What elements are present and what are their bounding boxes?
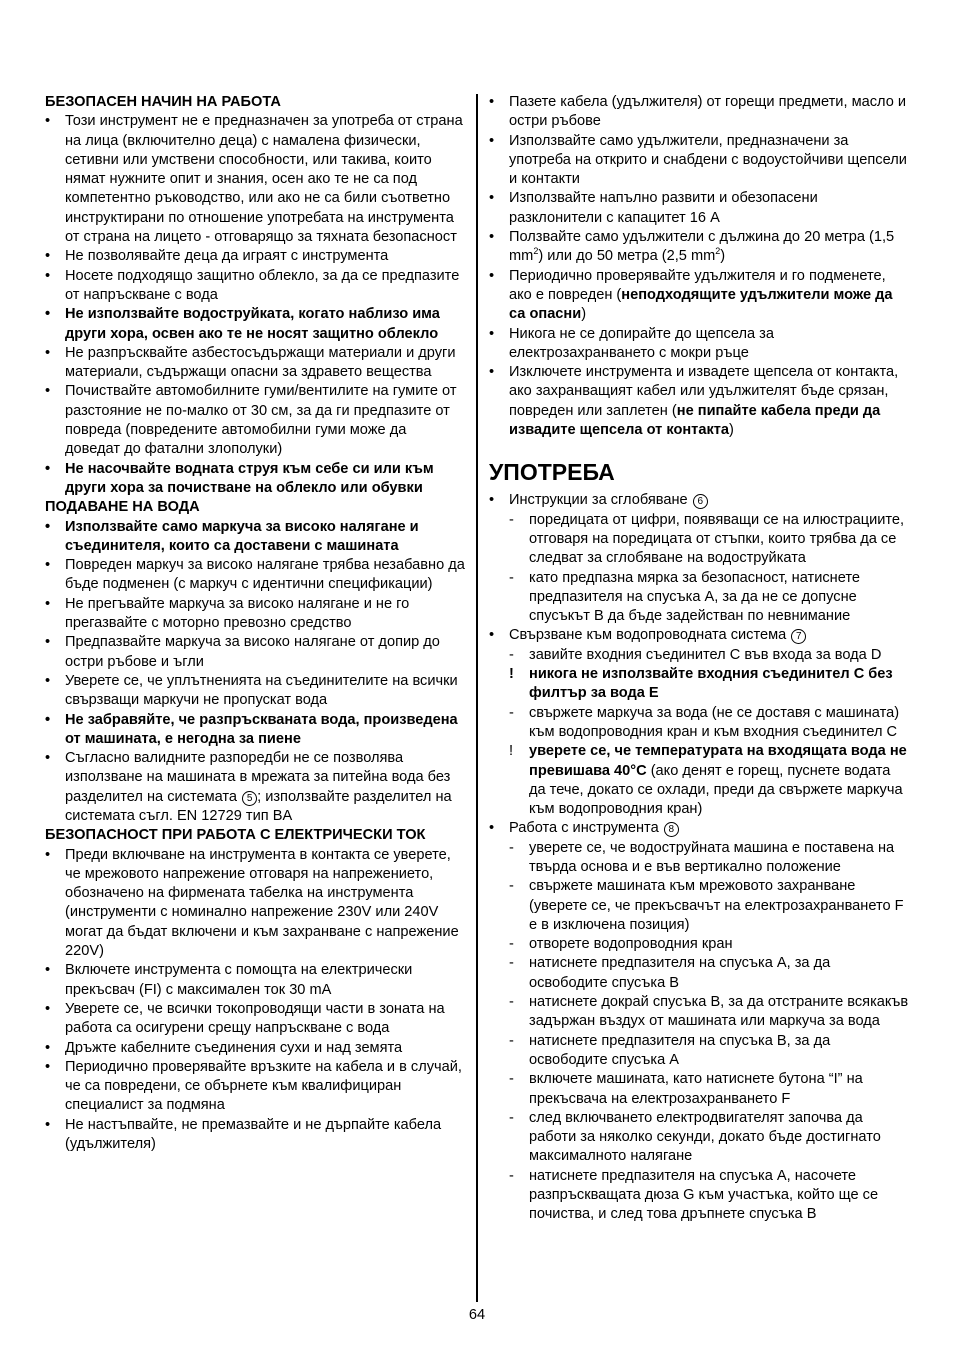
bullet: • bbox=[45, 383, 51, 400]
bullet: • bbox=[489, 820, 495, 837]
list-item-assembly: • Инструкции за сглобяване 6 bbox=[489, 491, 909, 510]
bullet: • bbox=[45, 248, 51, 265]
list-item: • Пазете кабела (удължителя) от горещи предмети, масло и остри ръбове bbox=[489, 94, 907, 130]
bullet: • bbox=[489, 94, 495, 110]
section-heading-water-supply: ПОДАВАНЕ НА ВОДА bbox=[45, 499, 200, 516]
bullet: • bbox=[45, 1000, 51, 1017]
sub-item: - след включването електродвигателят започва да работи за няколко секунди, докато бъде достигнато максималното налягане bbox=[509, 1109, 881, 1165]
sub-item: - включете машината, като натиснете бутона “I” на прекъсвача на електрозахранването F bbox=[509, 1071, 863, 1107]
list-item: • Периодично проверявайте връзките на кабела и в случай, че са повредени, се обърнете към квалифициран специалист за подмяна bbox=[45, 1058, 462, 1114]
bullet: • bbox=[489, 229, 495, 246]
page-number: 64 bbox=[468, 1307, 486, 1323]
list-item: • Дръжте кабелните съединения сухи и над земята bbox=[45, 1039, 465, 1058]
sub-item: - отворете водопроводния кран bbox=[509, 936, 733, 953]
list-item-warning: • Не забравяйте, че разпръскваната вода, произведена от машината, е негодна за пиене bbox=[45, 711, 458, 747]
bullet: • bbox=[45, 460, 51, 477]
bullet: • bbox=[45, 962, 51, 979]
sub-item-warning: ! уверете се, че температурата на входящата вода не превишава 40°C (ако денят е горещ, пуснете водата да тече, докато се охлади, преди да свържете маркуча към водопроводния кран) bbox=[509, 743, 907, 818]
list-item: • Не разпръсквайте азбестосъдържащи материали и други материали, съдържащи опасни за здравето вещества bbox=[45, 344, 456, 381]
bullet: • bbox=[45, 1058, 51, 1075]
bullet: • bbox=[489, 492, 495, 509]
sub-item: - натиснете докрай спусъка В, за да отстраните всякакъв задържан въздух от машината или маркуча за вода bbox=[509, 994, 909, 1030]
list-item: • Периодично проверявайте удължителя и го подменете, ако е повреден (неподходящите удължители може да са опасни) bbox=[489, 267, 893, 323]
sub-item: - уверете се, че водоструйната машина е поставена на твърда основа и е във вертикално положение bbox=[509, 839, 895, 875]
list-item: • Изключете инструмента и извадете щепсела от контакта, ако захранващият кабел или удължителят бъде срязан, повреден или заплетен (не пипайте кабела преди да извадите щепсела от контакта) bbox=[489, 364, 899, 439]
sub-item: - завийте входния съединител С във входа за вода D bbox=[509, 646, 882, 663]
figure-reference-5: 5 bbox=[242, 791, 257, 806]
bullet: • bbox=[45, 1116, 51, 1133]
list-item: • Предпазвайте маркуча за високо налягане от допир до остри ръбове и ъгли bbox=[45, 634, 440, 670]
sub-item: - натиснете предпазителя на спусъка А, насочете разпръскващата дюза G към участъка, който ще се почиства, и след това дръпнете спусъка В bbox=[509, 1167, 879, 1223]
bullet: • bbox=[45, 634, 51, 651]
bullet: • bbox=[489, 267, 495, 284]
bullet: • bbox=[45, 711, 51, 728]
list-item-warning: • Не насочвайте водната струя към себе си или към други хора за почистване на облекло или обувки bbox=[45, 460, 434, 496]
sub-item: - натиснете предпазителя на спусъка А, за да освободите спусъка В bbox=[509, 955, 831, 991]
list-item: • Уверете се, че всички токопроводящи части в зоната на работа са осигурени срещу напръскване с вода bbox=[45, 1000, 445, 1037]
sub-item: - натиснете предпазителя на спусъка В, за да освободите спусъка А bbox=[509, 1032, 831, 1068]
list-item: • Не настъпвайте, не премазвайте и не дърпайте кабела (удължителя) bbox=[45, 1116, 442, 1153]
bullet: • bbox=[45, 344, 51, 361]
section-heading-safe-operation: БЕЗОПАСЕН НАЧИН НА РАБОТА bbox=[45, 94, 281, 110]
figure-reference-8: 8 bbox=[664, 822, 679, 837]
superscript: 2 bbox=[533, 246, 539, 257]
warning-mark: ! bbox=[509, 666, 514, 683]
sub-item: - като предпазна мярка за безопасност, натиснете предпазителя на спусъка А, за да не се допусне спусъкът В да бъде задействан по невнимание bbox=[509, 569, 861, 625]
bullet: • bbox=[45, 518, 51, 535]
list-item: • Носете подходящо защитно облекло, за да се предпазите от напръскване с вода bbox=[45, 267, 460, 303]
list-item-warning: • Използвайте само маркуча за високо налягане и съединителя, които са доставени с машината bbox=[45, 518, 419, 554]
bullet: • bbox=[45, 113, 51, 130]
list-item: • Не прегъвайте маркуча за високо налягане и не го прегазвайте с моторно превозно средство bbox=[45, 595, 410, 632]
list-item: • Повреден маркуч за високо налягане трябва незабавно да бъде подменен (с маркуч с идентични спецификации) bbox=[45, 557, 465, 593]
list-item: • Включете инструмента с помощта на електрически прекъсвач (FI) с максимален ток 30 mA bbox=[45, 962, 413, 998]
bullet: • bbox=[45, 306, 51, 323]
list-item-operation: • Работа с инструмента 8 bbox=[489, 819, 909, 838]
list-item: • Не позволявайте деца да играят с инструмента bbox=[45, 247, 465, 266]
bullet: • bbox=[489, 627, 495, 644]
list-item: • Съгласно валидните разпоредби не се позволява използване на машината в мрежата за питейна вода без разделител на системата 5 ; използвайте разделител на системата съгл. EN 12729 тип BA bbox=[45, 750, 452, 824]
list-item-warning: • Не използвайте водоструйката, когато наблизо има други хора, освен ако те не носят защитно облекло bbox=[45, 306, 440, 342]
left-column bbox=[45, 93, 465, 1154]
list-item: • Използвайте напълно развити и обезопасени разклонители с капацитет 16 А bbox=[489, 190, 818, 226]
list-item: • Ползвайте само удължители с дължина до 20 метра (1,5 $mm^2$) или до 50 метра (2,5 $mm^2$) bbox=[489, 229, 895, 265]
list-item: • Уверете се, че уплътненията на съединителите на всички свързващи маркучи не пропускат вода bbox=[45, 672, 458, 709]
bullet: • bbox=[45, 557, 51, 574]
bullet: • bbox=[489, 325, 495, 342]
right-column bbox=[489, 93, 909, 1225]
superscript: 2 bbox=[715, 246, 721, 257]
list-item: • Преди включване на инструмента в контакта се уверете, че мрежовото напрежение отговаря на напрежението, обозначено на фирмената табелка на инструмента (инструменти с номинално напрежение 230V или 240V могат да бъдат включени и към захранване с напрежение 220V) bbox=[45, 846, 459, 960]
list-item-water-connection: • Свързване към водопроводната система 7 bbox=[489, 626, 909, 645]
sub-item-warning: ! никога не използвайте входния съединител C без филтър за вода E bbox=[509, 666, 893, 702]
bullet: • bbox=[489, 364, 495, 381]
sub-item: - поредицата от цифри, появяващи се на илюстрациите, отговаря на поредицата от стъпки, които трябва да се следват за сглобяване на водоструйката bbox=[509, 511, 905, 567]
list-item: • Този инструмент не е предназначен за употреба от страна на лица (включително деца) с намалена физически, сетивни или умствени способности, или такива, които нямат нужните опит и знания, осен ако те не са под компетентно ръководство, или ако не са били съответно инструктирани по отношение употребата на инструмента от страна на лицето - отговарящо за тяхната безопасност bbox=[45, 113, 463, 246]
section-heading-electrical-safety: БЕЗОПАСНОСТ ПРИ РАБОТА С ЕЛЕКТРИЧЕСКИ ТОК bbox=[45, 827, 426, 844]
figure-reference-7: 7 bbox=[791, 629, 806, 644]
sub-item: - свържете машината към мрежовото захранване (уверете се, че прекъсвачът на електрозахранването F е в изключена позиция) bbox=[509, 878, 904, 933]
warning-mark: ! bbox=[509, 743, 514, 760]
column-divider bbox=[476, 94, 478, 1302]
bullet: • bbox=[489, 132, 495, 149]
list-item: • Никога не се допирайте до щепсела за електрозахранването с мокри ръце bbox=[489, 325, 774, 361]
bullet: • bbox=[45, 267, 51, 284]
section-heading-usage: УПОТРЕБА bbox=[489, 459, 615, 486]
bullet: • bbox=[45, 846, 51, 863]
figure-reference-6: 6 bbox=[693, 494, 708, 509]
list-item: • Почиствайте автомобилните гуми/вентилите на гумите от разстояние не по-малко от 30 см, за да ги предпазите от повреда (повредените автомобилни гуми може да доведат до фатални злополуки) bbox=[45, 383, 457, 458]
bullet: • bbox=[45, 750, 51, 767]
list-item: • Използвайте само удължители, предназначени за употреба на открито и снабдени с водоустойчиви щепсели и контакти bbox=[489, 132, 907, 188]
bullet: • bbox=[45, 672, 51, 689]
bullet: • bbox=[45, 595, 51, 612]
bullet: • bbox=[45, 1039, 51, 1056]
sub-item: - свържете маркуча за вода (не се доставя с машината) към водопроводния кран и към входния съединител С bbox=[509, 704, 900, 740]
bullet: • bbox=[489, 190, 495, 207]
